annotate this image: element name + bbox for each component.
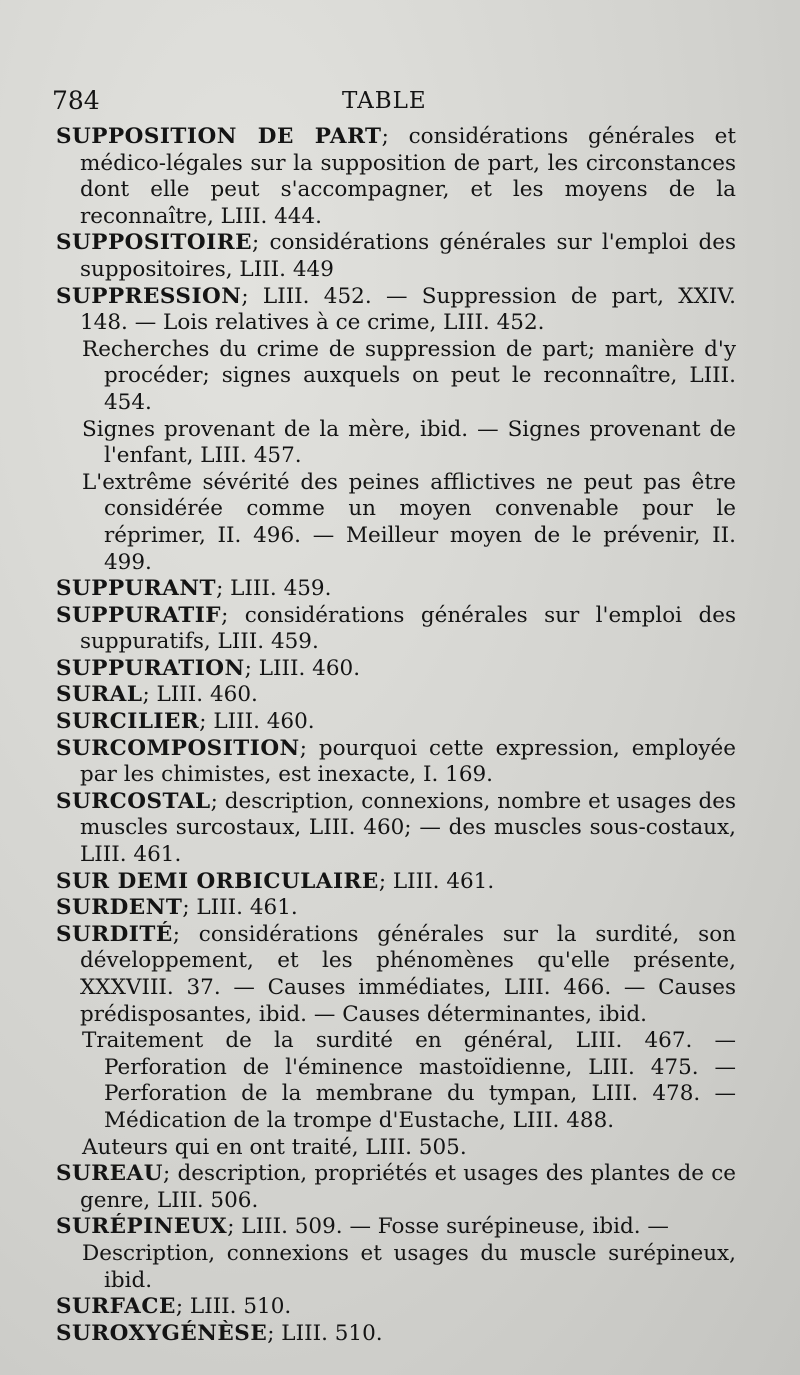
entry-text: ; pourquoi cette expression, employée par les chimistes, est inexacte, I. 169. xyxy=(80,735,736,788)
entry-text: ; LIII. 510. xyxy=(175,1294,292,1320)
index-entry xyxy=(56,1161,736,1214)
index-entry xyxy=(56,284,736,337)
entry-text: ; LIII. 461. xyxy=(378,868,495,894)
entry-text: ; description, connexions, nombre et usages des muscles surcostaux, LIII. 460; — des muscles sous-costaux, LIII. 461. xyxy=(80,788,736,868)
index-entry xyxy=(56,869,736,896)
running-title: TABLE xyxy=(342,88,427,114)
index-entry xyxy=(56,603,736,656)
sub-entry: Traitement de la surdité en général, LIII. 467. — Perforation de l'éminence mastoïdienne, LIII. 475. — Perforation de la membrane du tympan, LIII. 478. — Médication de la trompe d'Eustache, LIII. 488. xyxy=(82,1028,736,1133)
entry-headword: SUPPURATIF xyxy=(56,602,222,628)
entry-headword: SUR DEMI ORBICULAIRE xyxy=(56,868,379,894)
sub-entry: Recherches du crime de suppression de part; manière d'y procéder; signes auxquels on peut le reconnaître, LIII. 454. xyxy=(82,336,736,415)
index-entry xyxy=(56,230,736,283)
page-header xyxy=(52,86,752,126)
entry-text: ; considérations générales sur la surdité, son développement, et les phénomènes qu'elle présente, XXXVIII. 37. — Causes immédiates, LIII. 466. — Causes prédisposantes, ibid. — Causes déterminantes, ibid. xyxy=(80,921,736,1027)
sub-entry: Signes provenant de la mère, ibid. — Signes provenant de l'enfant, LIII. 457. xyxy=(82,416,736,469)
entry-text: ; LIII. 509. — Fosse surépineuse, ibid. — xyxy=(227,1214,669,1240)
entry-headword: SUPPURANT xyxy=(56,576,217,602)
index-entry xyxy=(56,656,736,683)
index-entry xyxy=(56,895,736,922)
index-entry xyxy=(56,922,736,1028)
index-entries xyxy=(56,124,736,1347)
entry-text: ; considérations générales sur l'emploi des suppositoires, LIII. 449 xyxy=(80,230,736,282)
entry-text: ; LIII. 459. xyxy=(216,576,332,602)
entry-headword: SUPPRESSION xyxy=(56,283,242,309)
entry-text: ; LIII. 452. — Suppression de part, XXIV. 148. — Lois relatives à ce crime, LIII. 452. xyxy=(80,283,736,336)
entry-text: ; considérations générales sur l'emploi des suppuratifs, LIII. 459. xyxy=(80,602,736,655)
entry-text: ; LIII. 510. xyxy=(267,1320,383,1346)
entry-text: ; description, propriétés et usages des plantes de ce genre, LIII. 506. xyxy=(80,1161,736,1213)
entry-headword: SURAL xyxy=(56,682,143,708)
entry-text: ; considérations générales et médico-légales sur la supposition de part, les circonstances dont elle peut s'accompagner, et les moyens de la reconnaître, LIII. 444. xyxy=(80,124,737,229)
index-entry xyxy=(56,1321,736,1348)
entry-headword: SURCOMPOSITION xyxy=(56,735,300,761)
index-entry xyxy=(56,1294,736,1321)
entry-text: ; LIII. 460. xyxy=(199,709,315,735)
index-entry xyxy=(56,682,736,709)
index-entry xyxy=(56,736,736,789)
entry-text: ; LIII. 460. xyxy=(142,682,258,708)
entry-headword: SUPPURATION xyxy=(56,655,245,681)
entry-text: ; LIII. 461. xyxy=(182,895,298,921)
entry-headword: SUPPOSITOIRE xyxy=(56,230,252,256)
sub-entry: L'extrême sévérité des peines afflictives ne peut pas être considérée comme un moyen convenable pour le réprimer, II. 496. — Meilleur moyen de le prévenir, II. 499. xyxy=(82,469,736,575)
index-entry xyxy=(56,789,736,869)
entry-headword: SURCILIER xyxy=(56,709,200,735)
index-entry xyxy=(56,709,736,736)
entry-headword: SUROXYGÉNÈSE xyxy=(56,1320,268,1346)
sub-entry: Auteurs qui en ont traité, LIII. 505. xyxy=(82,1134,467,1160)
entry-headword: SURDENT xyxy=(56,895,183,921)
entry-headword: SUREAU xyxy=(56,1161,163,1187)
page-number: 784 xyxy=(52,86,100,115)
entry-headword: SURÉPINEUX xyxy=(56,1214,228,1240)
sub-entry: Description, connexions et usages du muscle surépineux, ibid. xyxy=(82,1240,736,1293)
entry-headword: SUPPOSITION DE PART xyxy=(56,124,382,149)
index-entry xyxy=(56,124,736,230)
entry-headword: SURFACE xyxy=(56,1294,176,1320)
entry-headword: SURCOSTAL xyxy=(56,788,211,814)
index-entry xyxy=(56,576,736,603)
index-entry xyxy=(56,1214,736,1241)
entry-text: ; LIII. 460. xyxy=(244,655,361,681)
entry-headword: SURDITÉ xyxy=(56,921,173,947)
